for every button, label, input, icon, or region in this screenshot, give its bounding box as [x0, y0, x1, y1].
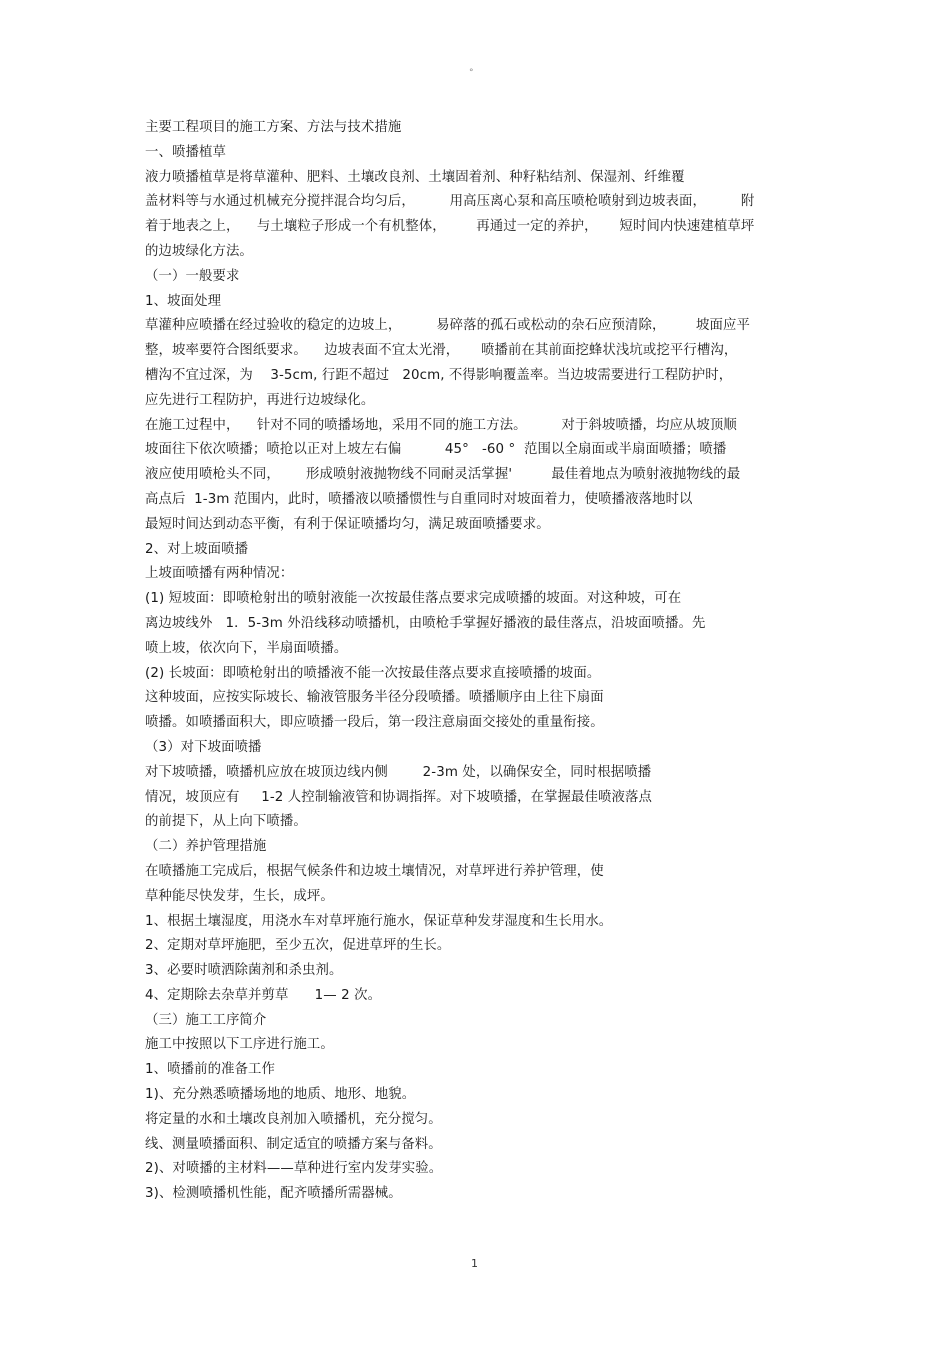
text-line: 液应使用喷枪头不同， 形成喷射液抛物线不同耐灵活掌握' 最佳着地点为喷射液抛物线的最	[145, 467, 741, 483]
text-line: 应先进行工程防护，再进行边坡绿化。	[145, 392, 375, 408]
text-line: 槽沟不宜过深，为 3-5cm, 行距不超过 20cm, 不得影响覆盖率。当边坡需要进行工程防护时，	[145, 367, 733, 383]
text-line: 线、测量喷播面积、制定适宜的喷播方案与备料。	[145, 1136, 442, 1152]
text-line: 整，坡率要符合图纸要求。 边坡表面不宜太光滑， 喷播前在其前面挖蜂状浅坑或挖平行槽沟，	[145, 343, 738, 359]
text-line: 在喷播施工完成后，根据气候条件和边坡土壤情况，对草坪进行养护管理，使	[145, 863, 604, 879]
text-line: 这种坡面，应按实际坡长、输液管服务半径分段喷播。喷播顺序由上往下扇面	[145, 690, 604, 706]
text-line: 最短时间达到动态平衡，有利于保证喷播均匀，满足玻面喷播要求。	[145, 516, 550, 532]
text-line: 盖材料等与水通过机械充分搅拌混合均匀后， 用高压离心泵和高压喷枪喷射到边坡表面， 附	[145, 194, 755, 210]
text-line: 上坡面喷播有两种情况：	[145, 566, 294, 582]
text-line: 1、根据土壤湿度，用浇水车对草坪施行施水，保证草种发芽湿度和生长用水。	[145, 913, 613, 929]
text-line: （三）施工工序简介	[145, 1012, 267, 1028]
text-line: 草灌种应喷播在经过验收的稳定的边坡上， 易碎落的孤石或松动的杂石应预清除， 坡面应平	[145, 318, 750, 334]
page-number: 1	[471, 1257, 478, 1270]
text-line: 情况，坡顶应有 1-2 人控制输液管和协调指挥。对下坡喷播，在掌握最佳喷液落点	[145, 789, 652, 805]
text-line: 喷播。如喷播面积大，即应喷播一段后，第一段注意扇面交接处的重量衔接。	[145, 715, 604, 731]
text-line: 4、定期除去杂草并剪草 1— 2 次。	[145, 987, 382, 1003]
text-line: 1、喷播前的准备工作	[145, 1062, 276, 1078]
text-line: 1、坡面处理	[145, 293, 222, 309]
text-line: 3)、检测喷播机性能，配齐喷播所需器械。	[145, 1186, 402, 1202]
text-line: （3）对下坡面喷播	[145, 739, 262, 755]
text-line: 主要工程项目的施工方案、方法与技术措施	[145, 120, 402, 135]
text-line: 1)、充分熟悉喷播场地的地质、地形、地貌。	[145, 1087, 416, 1103]
text-line: 高点后 1-3m 范围内，此时，喷播液以喷播惯性与自重同时对坡面着力，使喷播液落地时以	[145, 491, 693, 507]
text-line: 的边坡绿化方法。	[145, 243, 253, 259]
text-line: 对下坡喷播，喷播机应放在坡顶边线内侧 2-3m 处，以确保安全，同时根据喷播	[145, 764, 652, 780]
document-body	[145, 116, 825, 1207]
text-line: （二）养护管理措施	[145, 839, 267, 855]
text-line: 着于地表之上， 与土壤粒子形成一个有机整体， 再通过一定的养护， 短时间内快速建植草坪	[145, 219, 755, 235]
text-line: (1) 短坡面：即喷枪射出的喷射液能一次按最佳落点要求完成喷播的坡面。对这种坡，可在	[145, 591, 682, 607]
text-line: 喷上坡，依次向下，半扇面喷播。	[145, 640, 348, 656]
text-line: (2) 长坡面：即喷枪射出的喷播液不能一次按最佳落点要求直接喷播的坡面。	[145, 665, 601, 681]
text-line: （一）一般要求	[145, 268, 240, 284]
text-line: 3、必要时喷洒除菌剂和杀虫剂。	[145, 963, 343, 979]
text-line: 在施工过程中， 针对不同的喷播场地，采用不同的施工方法。 对于斜坡喷播，均应从坡顶顺	[145, 417, 737, 433]
text-line: 2、定期对草坪施肥，至少五次，促进草坪的生长。	[145, 938, 451, 954]
text-line: 施工中按照以下工序进行施工。	[145, 1037, 334, 1053]
text-line: 一、喷播植草	[145, 144, 226, 160]
text-line: 离边坡线外 1．5-3m 外沿线移动喷播机，由喷枪手掌握好播液的最佳落点，沿坡面喷播。先	[145, 615, 706, 631]
text-line: 将定量的水和土壤改良剂加入喷播机，充分搅匀。	[145, 1111, 442, 1127]
text-line: 2)、对喷播的主材料——草种进行室内发芽实验。	[145, 1161, 443, 1177]
text-line: 液力喷播植草是将草灌种、肥料、土壤改良剂、土壤固着剂、种籽粘结剂、保湿剂、纤维覆	[145, 169, 685, 185]
text-line: 2、对上坡面喷播	[145, 541, 249, 557]
text-line: 坡面往下依次喷播；喷抢以正对上坡左右偏 45° -60 ° 范围以全扇面或半扇面喷播；喷播	[145, 442, 727, 458]
text-line: 的前提下，从上向下喷播。	[145, 814, 307, 830]
header-mark: °	[469, 68, 474, 78]
text-line: 草种能尽快发芽，生长，成坪。	[145, 888, 334, 904]
